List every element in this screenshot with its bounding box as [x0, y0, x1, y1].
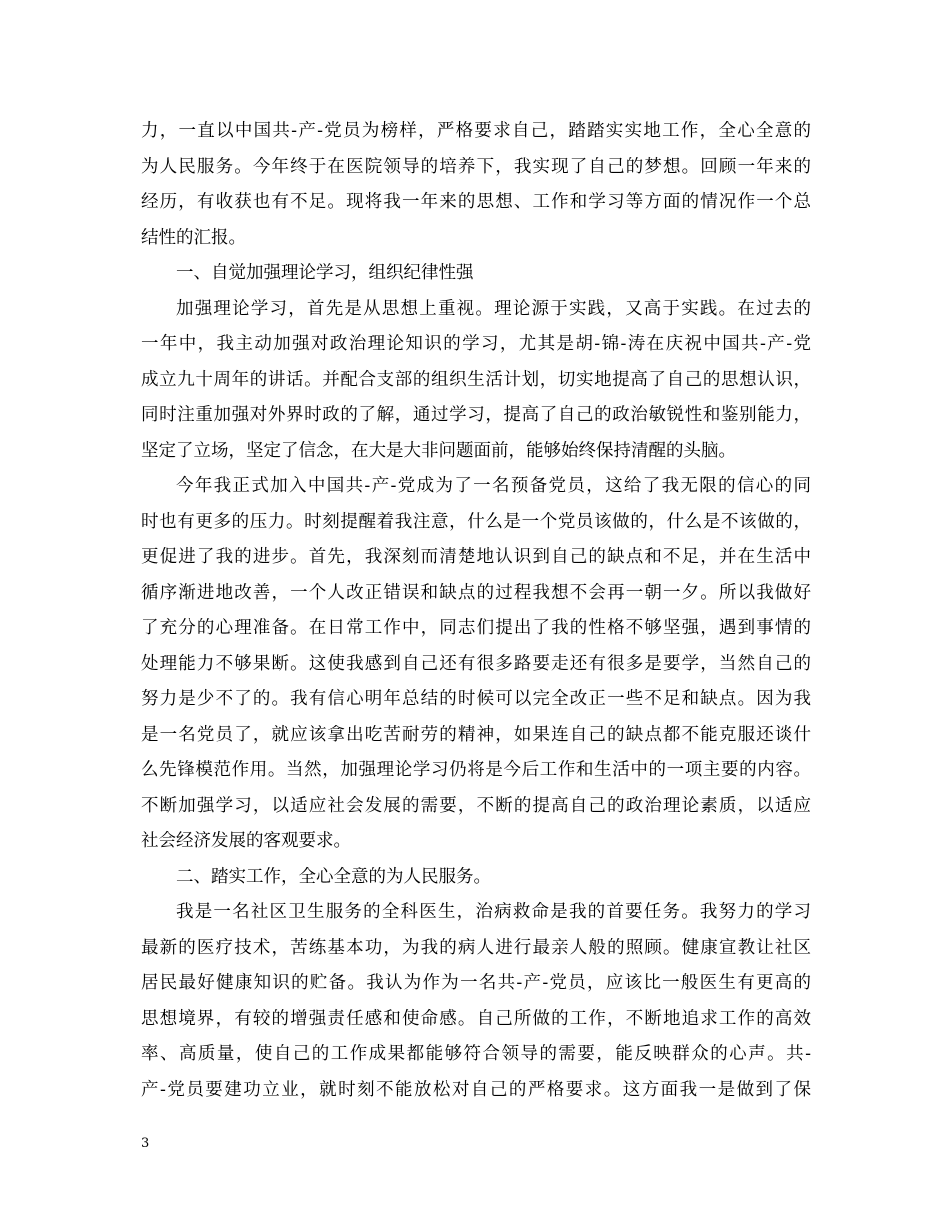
- text-line: 产-党员要建功立业，就时刻不能放松对自己的严格要求。这方面我一是做到了保: [141, 1079, 811, 1100]
- text-line: 我是一名社区卫生服务的全科医生，治病救命是我的首要任务。我努力的学习: [176, 902, 811, 922]
- text-line: 社会经济发展的客观要求。: [141, 831, 351, 851]
- text-line: 居民最好健康知识的贮备。我认为作为一名共-产-党员，应该比一般医生有更高的: [141, 973, 811, 993]
- text-line: 循序渐进地改善，一个人改正错误和缺点的过程我想不会再一朝一夕。所以我做好: [141, 582, 811, 603]
- text-line: 结性的汇报。: [141, 227, 246, 248]
- text-line: 是一名党员了，就应该拿出吃苦耐劳的精神，如果连自己的缺点都不能克服还谈什: [141, 724, 811, 745]
- text-line: 率、高质量，使自己的工作成果都能够符合领导的需要，能反映群众的心声。共-: [141, 1044, 811, 1064]
- text-line: 今年我正式加入中国共-产-党成为了一名预备党员，这给了我无限的信心的同: [176, 476, 811, 496]
- text-line: 经历，有收获也有不足。现将我一年来的思想、工作和学习等方面的情况作一个总: [141, 192, 811, 212]
- text-line: 力，一直以中国共-产-党员为榜样，严格要求自己，踏踏实实地工作，全心全意的: [141, 121, 811, 141]
- page-number: 3: [141, 1136, 150, 1151]
- text-line: 不断加强学习，以适应社会发展的需要，不断的提高自己的政治理论素质，以适应: [141, 795, 811, 816]
- text-line: 同时注重加强对外界时政的了解，通过学习，提高了自己的政治敏锐性和鉴别能力，: [141, 405, 811, 425]
- text-line: 么先锋模范作用。当然，加强理论学习仍将是今后工作和生活中的一项主要的内容。: [141, 760, 811, 780]
- text-line: 最新的医疗技术，苦练基本功，为我的病人进行最亲人般的照顾。健康宣教让社区: [141, 937, 811, 958]
- text-line: 了充分的心理准备。在日常工作中，同志们提出了我的性格不够坚强，遇到事情的: [141, 618, 811, 638]
- text-line: 处理能力不够果断。这使我感到自己还有很多路要走还有很多是要学，当然自己的: [141, 653, 811, 674]
- text-line: 努力是少不了的。我有信心明年总结的时候可以完全改正一些不足和缺点。因为我: [141, 689, 811, 709]
- text-line: 一、自觉加强理论学习，组织纪律性强: [176, 263, 474, 283]
- body-text: [141, 114, 811, 1108]
- text-line: 为人民服务。今年终于在医院领导的培养下，我实现了自己的梦想。回顾一年来的: [141, 156, 811, 177]
- text-line: 时也有更多的压力。时刻提醒着我注意，什么是一个党员该做的，什么是不该做的，: [141, 511, 811, 532]
- text-line: 更促进了我的进步。首先，我深刻而清楚地认识到自己的缺点和不足，并在生活中: [141, 547, 811, 567]
- text-line: 加强理论学习，首先是从思想上重视。理论源于实践，又高于实践。在过去的: [176, 298, 811, 319]
- text-line: 思想境界，有较的增强责任感和使命感。自己所做的工作，不断地追求工作的高效: [141, 1008, 811, 1029]
- text-line: 二、踏实工作，全心全意的为人民服务。: [176, 866, 491, 887]
- text-line: 一年中，我主动加强对政治理论知识的学习，尤其是胡-锦-涛在庆祝中国共-产-党: [141, 334, 811, 354]
- text-line: 坚定了立场，坚定了信念，在大是大非问题面前，能够始终保持清醒的头脑。: [141, 440, 736, 461]
- text-line: 成立九十周年的讲话。并配合支部的组织生活计划，切实地提高了自己的思想认识，: [141, 369, 811, 390]
